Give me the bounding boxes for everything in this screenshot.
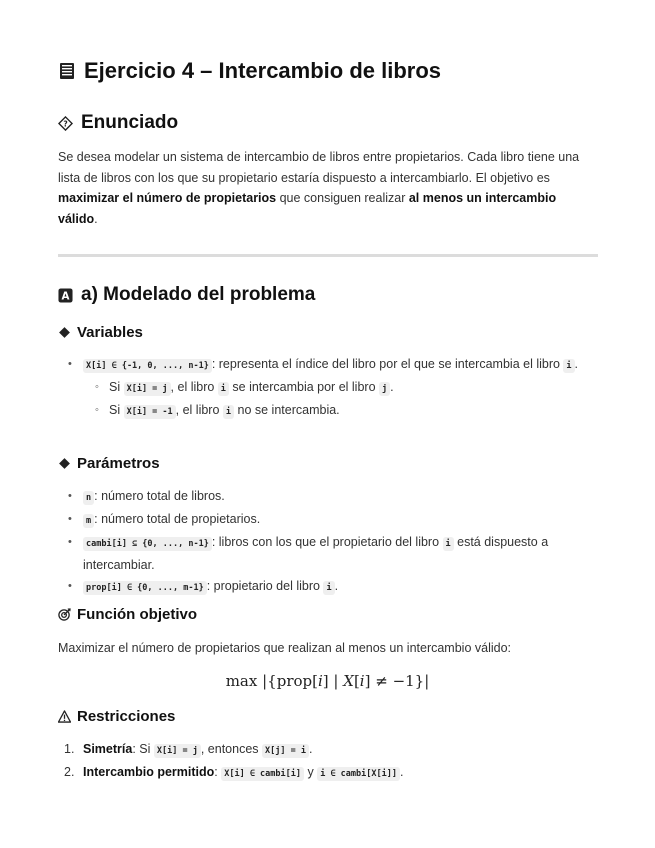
funcion-objetivo-heading: Función objetivo <box>58 606 197 623</box>
parametros-list <box>58 486 598 599</box>
section-a-heading: A a) Modelado del problema <box>58 284 315 306</box>
variables-list <box>58 354 598 423</box>
list-item: • prop[i] ∈ {0, ..., m-1} : propietario del libro i . <box>58 576 598 599</box>
objective-formula: max |{prop[i] | X[i] ≠ −1}| <box>225 672 430 690</box>
svg-text:?: ? <box>63 118 68 128</box>
funcion-objetivo-text: Maximizar el número de propietarios que realizan al menos un intercambio válido: <box>58 641 512 655</box>
list-item: • X[i] ∈ {-1, 0, ..., n-1} : representa el índice del libro por el que se intercambia el libro i . ◦ Si X[i] = j , el libro i se intercambia por el libro j . ◦ Si X[i] = -1 , el libro i no se intercambia. <box>58 354 598 423</box>
warning-icon <box>58 710 71 723</box>
list-item: ◦ Si X[i] = j , el libro i se intercambia por el libro j . <box>83 377 598 400</box>
list-item: • m : número total de propietarios. <box>58 509 598 532</box>
diamond-question-icon <box>58 116 73 131</box>
letter-a-icon <box>58 288 73 303</box>
list-item: ◦ Si X[i] = -1 , el libro i no se intercambia. <box>83 400 598 423</box>
restricciones-heading: Restricciones <box>58 708 175 725</box>
diamond-bullet-icon <box>58 326 71 339</box>
variables-heading: Variables <box>58 324 143 341</box>
target-icon <box>58 608 71 621</box>
enunciado-heading: ? Enunciado <box>58 112 178 134</box>
list-item: • n : número total de libros. <box>58 486 598 509</box>
svg-text:A: A <box>61 290 70 303</box>
enunciado-text: Se desea modelar un sistema de intercambio de libros entre propietarios. Cada libro tiene una lista de libros con los que su propietario estaría dispuesto a intercambiarlo. El objetivo es maximizar el número de propietarios que consiguen realizar al menos un intercambio válido. <box>58 150 580 226</box>
restricciones-list <box>58 739 598 785</box>
list-item: 2. Intercambio permitido: X[i] ∈ cambi[i] y i ∈ cambi[X[i]] . <box>64 765 404 779</box>
list-item: • cambi[i] ⊆ {0, ..., n-1} : libros con los que el propietario del libro i está dispuesto a intercambiar. <box>58 532 598 576</box>
diamond-bullet-icon <box>58 457 71 470</box>
parametros-heading: Parámetros <box>58 455 160 472</box>
variables-sublist <box>83 377 598 423</box>
book-icon <box>58 62 76 80</box>
section-divider <box>58 254 598 257</box>
page-title: Ejercicio 4 – Intercambio de libros <box>58 58 441 84</box>
list-item: 1. Simetría: Si X[i] = j , entonces X[j] = i . <box>64 742 313 756</box>
